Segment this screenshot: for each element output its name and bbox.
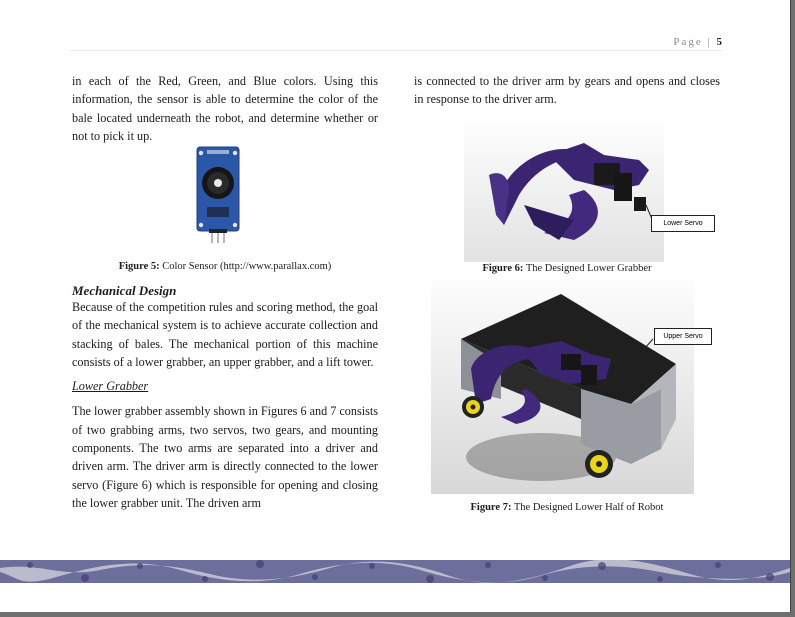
lower-grabber-image (464, 115, 664, 262)
upper-servo-callout: Upper Servo (654, 328, 712, 345)
figure-7-label: Figure 7: (470, 502, 512, 513)
robot-lower-half-image (431, 279, 694, 494)
figure-7-caption (414, 502, 720, 513)
figure-6-text: The Designed Lower Grabber (525, 263, 652, 274)
figure-6-label: Figure 6: (482, 263, 524, 274)
page-number-label: Page | 5 (673, 36, 722, 48)
figure-6-caption (414, 263, 720, 274)
color-sensor-image (195, 145, 241, 245)
subheading-lower-grabber: Lower Grabber (72, 379, 149, 394)
left-column (72, 72, 378, 145)
lower-servo-callout: Lower Servo (651, 215, 715, 232)
left-paragraph-2: Because of the competition rules and scoring method, the goal of the mechanical system is to achieve accurate collection and stacking of bales. The mechanical portion of this machine consists of a lower grabber, an upper grabber, and a lift tower. (72, 300, 378, 369)
page-header (70, 36, 722, 51)
footer-decorative-band (0, 560, 790, 583)
page-label: Page (673, 36, 703, 48)
figure-5-text: Color Sensor (http://www.parallax.com) (162, 261, 332, 272)
page-footer (0, 583, 790, 612)
figure-5-caption (72, 261, 378, 272)
mechanical-design-section (72, 284, 378, 512)
right-column (414, 72, 720, 109)
left-paragraph-1: in each of the Red, Green, and Blue colors. Using this information, the sensor is able to determine the color of the bale located underneath the robot, and determine whether or not to pick it up. (72, 74, 378, 143)
right-paragraph-1: is connected to the driver arm by gears and opens and closes in response to the driver arm. (414, 74, 720, 107)
page-number: 5 (716, 36, 722, 48)
left-paragraph-3: The lower grabber assembly shown in Figures 6 and 7 consists of two grabbing arms, two servos, two gears, and mounting components. The two arms are separated into a driver and driven arm. The driver arm is directly connected to the lower servo (Figure 6) which is responsible for opening and closing the lower grabber unit. The driven arm (72, 404, 378, 510)
section-heading: Mechanical Design (72, 283, 177, 298)
figure-5-label: Figure 5: (118, 261, 160, 272)
figure-7-text: The Designed Lower Half of Robot (513, 502, 664, 513)
